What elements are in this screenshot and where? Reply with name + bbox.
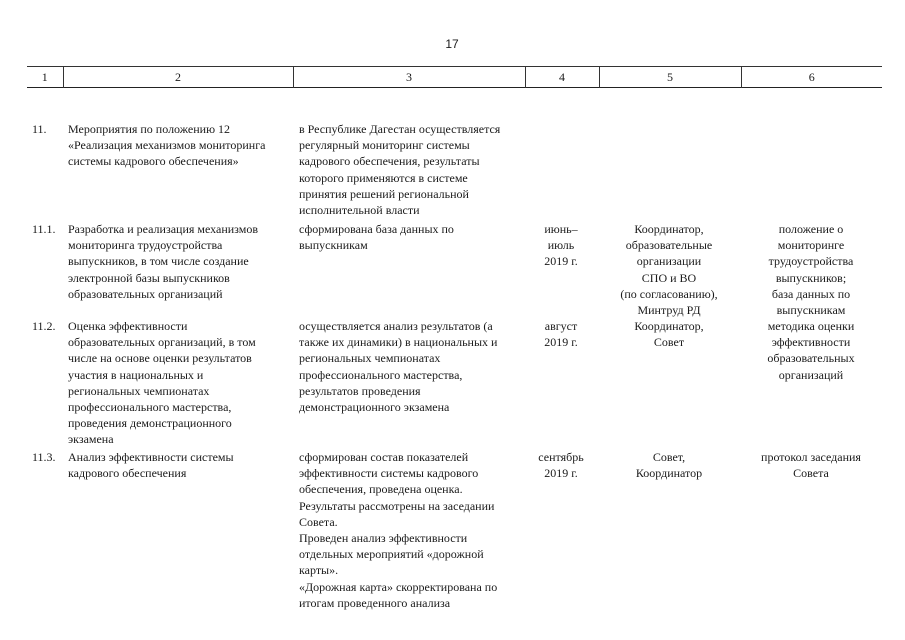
item-document: протокол заседания Совета bbox=[761, 450, 861, 481]
item-responsible: Совет, Координатор bbox=[635, 450, 703, 481]
column-number-6: 6 bbox=[741, 67, 882, 88]
column-number-4: 4 bbox=[525, 67, 599, 88]
item-date: июнь– июль 2019 г. bbox=[544, 222, 578, 269]
page-number: 17 bbox=[445, 37, 459, 51]
item-number: 11.3. bbox=[32, 450, 56, 464]
item-responsible: Координатор, образовательные организации СПО и ВО (по согласованию), Минтруд РД bbox=[620, 222, 718, 318]
item-result: сформирована база данных по выпускникам bbox=[299, 222, 454, 253]
column-number-2: 2 bbox=[63, 67, 293, 88]
item-result: в Республике Дагестан осуществляется регулярный мониторинг системы кадрового обеспечения, результаты которого применяются в системе принятия решений региональной исполнительной власти bbox=[299, 122, 501, 218]
item-document: положение о мониторинге трудоустройства выпускников; база данных по выпускникам bbox=[768, 222, 854, 318]
item-document: методика оценки эффективности образовательных организаций bbox=[767, 319, 855, 382]
item-name: Мероприятия по положению 12 «Реализация механизмов мониторинга системы кадрового обеспечения» bbox=[68, 122, 266, 169]
column-number-5: 5 bbox=[599, 67, 741, 88]
item-number: 11.2. bbox=[32, 319, 56, 333]
item-date: сентябрь 2019 г. bbox=[538, 450, 584, 481]
item-name: Оценка эффективности образовательных организаций, в том числе на основе оценки результатов участия в национальных и региональных чемпионатах профессионального мастерства, проведения демонстрационного экзамена bbox=[68, 319, 256, 447]
item-date: август 2019 г. bbox=[544, 319, 578, 350]
item-number: 11.1. bbox=[32, 222, 56, 236]
item-responsible: Координатор, Совет bbox=[634, 319, 704, 350]
item-name: Разработка и реализация механизмов мониторинга трудоустройства выпускников, в том числе создание электронной базы выпускников образовательных организаций bbox=[68, 222, 259, 301]
item-result: сформирован состав показателей эффективности системы кадрового обеспечения, проведена оценка. Результаты рассмотрены на заседании Совета. Проведен анализ эффективности отдельных мероприятий «дорожной карты». «Дорожная карта» скорректирована по итогам проведенного анализа bbox=[299, 450, 498, 610]
column-number-1: 1 bbox=[27, 67, 63, 88]
column-number-3: 3 bbox=[293, 67, 525, 88]
item-name: Анализ эффективности системы кадрового обеспечения bbox=[68, 450, 234, 481]
item-result: осуществляется анализ результатов (а также их динамики) в национальных и региональных чемпионатах профессионального мастерства, результатов проведения демонстрационного экзамена bbox=[299, 319, 498, 415]
column-number-header bbox=[27, 66, 882, 88]
item-number: 11. bbox=[32, 122, 47, 136]
